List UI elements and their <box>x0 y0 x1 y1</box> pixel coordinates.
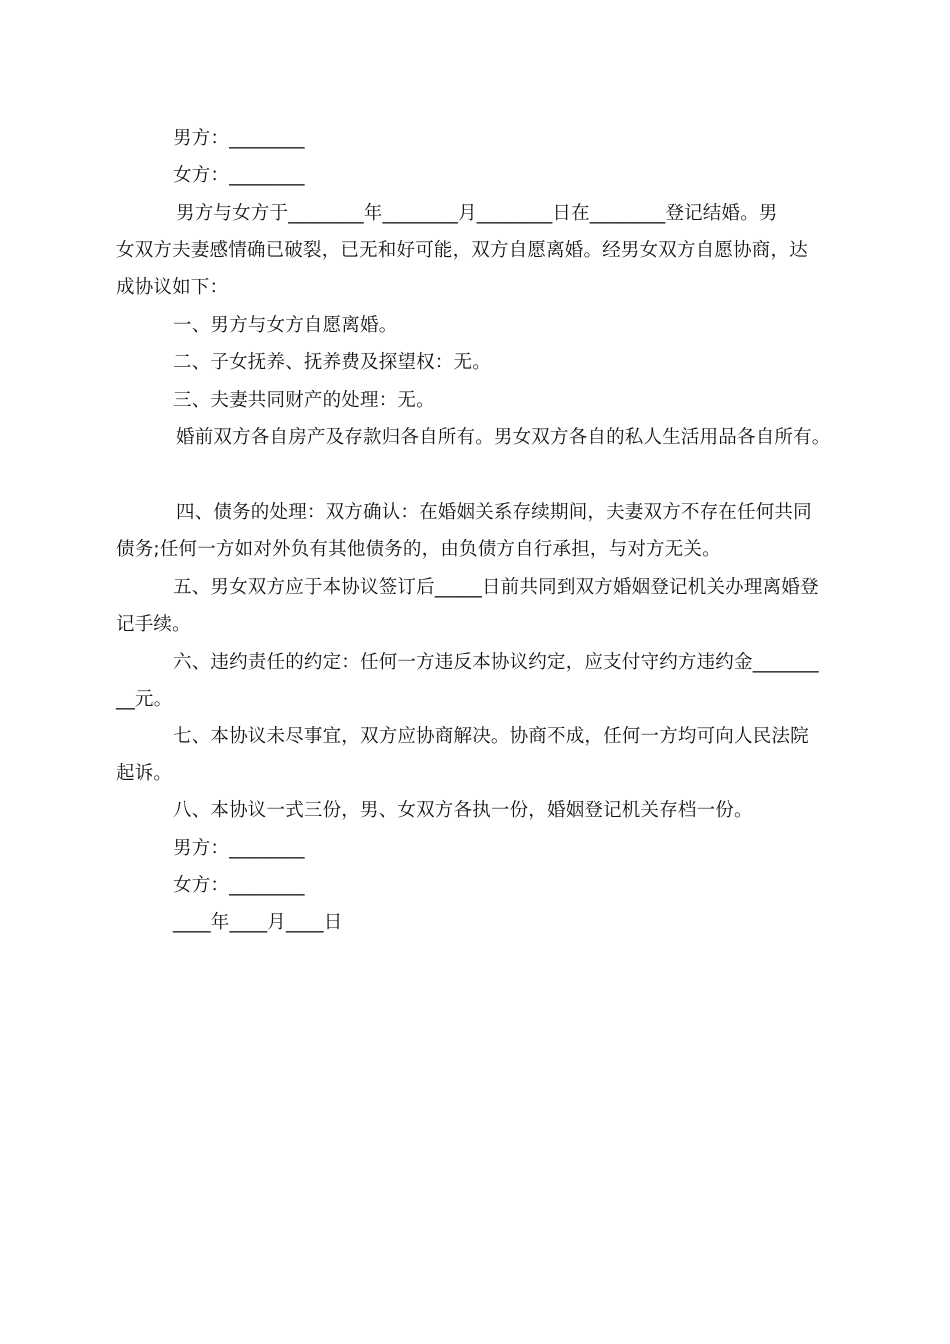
clause-7-line-1: 七、本协议未尽事宜，双方应协商解决。协商不成，任何一方均可向人民法院 <box>173 726 809 747</box>
wife-signature-line-bottom: 女方：________ <box>173 875 305 896</box>
marriage-registration-paragraph-line-3: 成协议如下： <box>116 277 229 298</box>
clause-1: 一、男方与女方自愿离婚。 <box>173 315 398 336</box>
marriage-registration-paragraph-line-2: 女双方夫妻感情确已破裂，已无和好可能，双方自愿离婚。经男女双方自愿协商，达 <box>116 240 808 261</box>
clause-3-detail: 婚前双方各自房产及存款归各自所有。男女双方各自的私人生活用品各自所有。 <box>176 427 831 448</box>
clause-4-line-1: 四、债务的处理：双方确认：在婚姻关系存续期间，夫妻双方不存在任何共同 <box>176 502 812 523</box>
clause-7-line-2: 起诉。 <box>116 763 173 784</box>
date-line: ____年____月____日 <box>173 912 343 933</box>
clause-3: 三、夫妻共同财产的处理：无。 <box>173 390 435 411</box>
clause-6-line-2: __元。 <box>116 689 173 710</box>
marriage-registration-paragraph-line-1: 男方与女方于________年________月________日在________登记结婚。男 <box>176 203 778 224</box>
clause-2: 二、子女抚养、抚养费及探望权：无。 <box>173 352 491 373</box>
clause-6-line-1: 六、违约责任的约定：任何一方违反本协议约定，应支付守约方违约金_______ <box>173 652 819 673</box>
clause-4-line-2: 债务;任何一方如对外负有其他债务的，由负债方自行承担，与对方无关。 <box>116 539 721 560</box>
wife-signature-line-top: 女方：________ <box>173 165 305 186</box>
husband-signature-line-top: 男方：________ <box>173 128 305 149</box>
clause-5-line-2: 记手续。 <box>116 614 191 635</box>
clause-5-line-1: 五、男女双方应于本协议签订后_____日前共同到双方婚姻登记机关办理离婚登 <box>173 577 819 598</box>
husband-signature-line-bottom: 男方：________ <box>173 838 305 859</box>
clause-8: 八、本协议一式三份，男、女双方各执一份，婚姻登记机关存档一份。 <box>173 800 753 821</box>
